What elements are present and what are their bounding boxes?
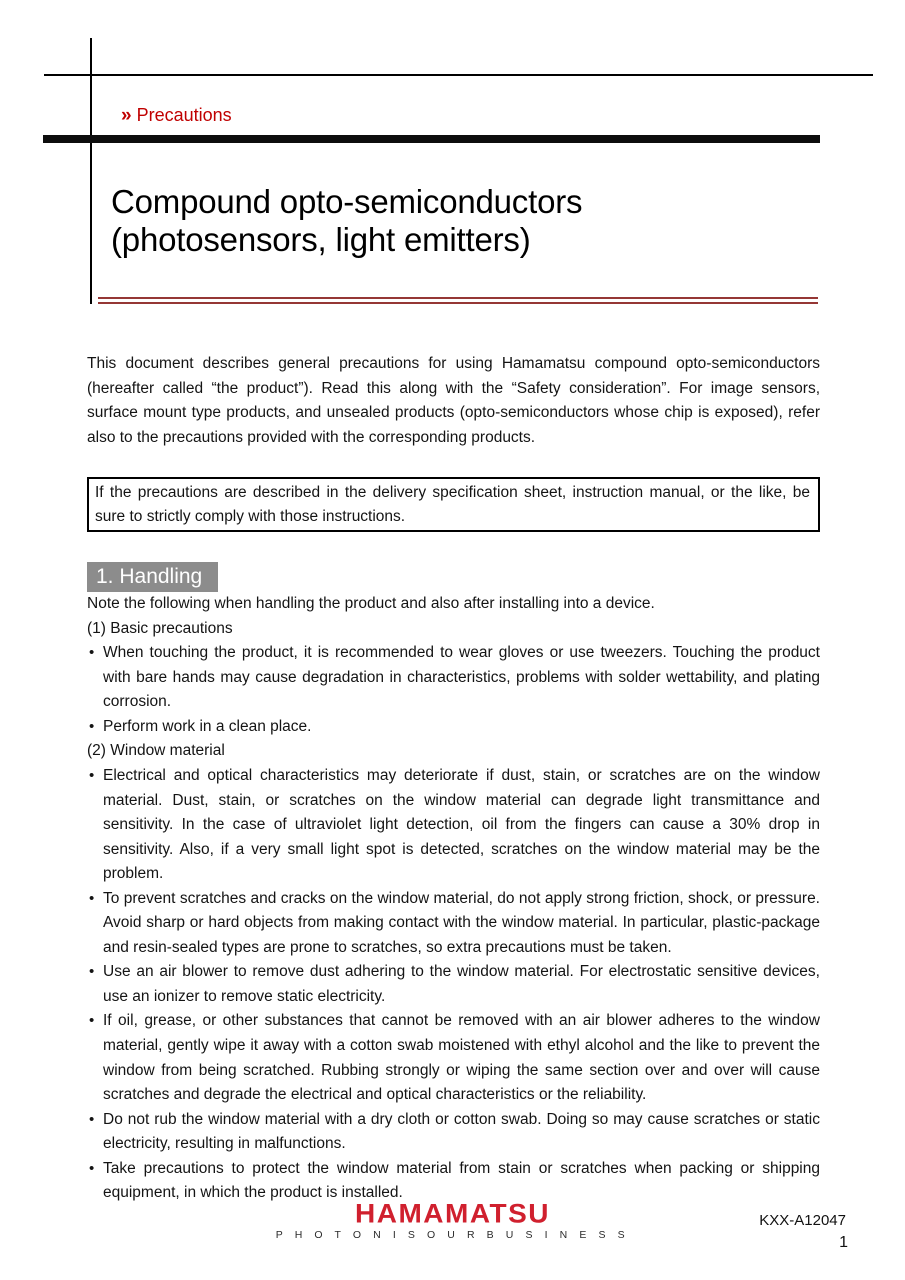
list-item: • Perform work in a clean place. [87,715,820,740]
intro-paragraph: This document describes general precautions for using Hamamatsu compound opto-semiconductors (hereafter called “the product”). Read this along with the “Safety consideration”. For image sensors, surface mount type products, and unsealed products (opto-semiconductors whose chip is exposed), refer also to the precautions provided with the corresponding products. [87,355,820,446]
document-number: KXX-A12047 [759,1212,846,1229]
page-number: 1 [839,1234,848,1251]
list-item: • Take precautions to protect the window material from stain or scratches when packing or shipping equipment, in which the product is installed. [87,1157,820,1206]
eyebrow-label: Precautions [136,105,232,125]
main-content [87,352,820,1206]
page-title-line2: (photosensors, light emitters) [111,221,531,258]
thick-divider-bar [43,135,820,143]
notice-box [87,477,820,532]
page-title [111,183,582,259]
hamamatsu-logo-text: HAMAMATSU [355,1198,550,1229]
list-item: • Electrical and optical characteristics may deteriorate if dust, stain, or scratches are on the window material. Dust, stain, or scratches on the window material can degrade light transmittance and sensitivity. In the case of ultraviolet light detection, oil from the fingers can cause a 30% drop in sensitivity. Also, if a very small light spot is detected, scratches on the window material may be the problem. [87,764,820,887]
list-item: • Use an air blower to remove dust adhering to the window material. For electrostatic sensitive devices, use an ionizer to remove static electricity. [87,960,820,1009]
list-item: • To prevent scratches and cracks on the window material, do not apply strong friction, shock, or pressure. Avoid sharp or hard objects from making contact with the window material. In particular, plastic-package and resin-sealed types are prone to scratches, so extra precautions must be taken. [87,887,820,961]
list-item: • When touching the product, it is recommended to wear gloves or use tweezers. Touching the product with bare hands may cause degradation in characteristics, problems with solder wettability, and plating corrosion. [87,641,820,715]
double-chevron-icon: » [121,105,130,126]
basic-precautions-list [87,641,820,739]
section-heading-handling: 1. Handling [87,562,218,592]
list-item: • If oil, grease, or other substances that cannot be removed with an air blower adheres to the window material, gently wipe it away with a cotton swab moistened with ethyl alcohol and the like to prevent the window from being scratched. Rubbing strongly or wiping the same section over and over will cause scratches and degrade the electrical and optical characteristics or the reliability. [87,1009,820,1107]
group-heading-basic-precautions: (1) Basic precautions [87,619,233,637]
top-horizontal-rule [44,74,873,76]
left-vertical-rule [90,38,92,304]
notice-text: If the precautions are described in the delivery specification sheet, instruction manual, or the like, be sure to strictly comply with those instructions. [95,484,810,525]
double-red-rule [98,297,818,304]
section-heading-wrap [87,562,820,592]
window-material-list [87,764,820,1206]
list-item: • Do not rub the window material with a dry cloth or cotton swab. Doing so may cause scratches or static electricity, resulting in malfunctions. [87,1108,820,1157]
page-title-line1: Compound opto-semiconductors [111,183,583,220]
handling-note: Note the following when handling the product and also after installing into a device. [87,595,655,613]
eyebrow-heading [121,105,232,127]
logo-tagline: P H O T O N I S O U R B U S I N E S S [275,1229,630,1241]
group-heading-window-material: (2) Window material [87,742,225,760]
